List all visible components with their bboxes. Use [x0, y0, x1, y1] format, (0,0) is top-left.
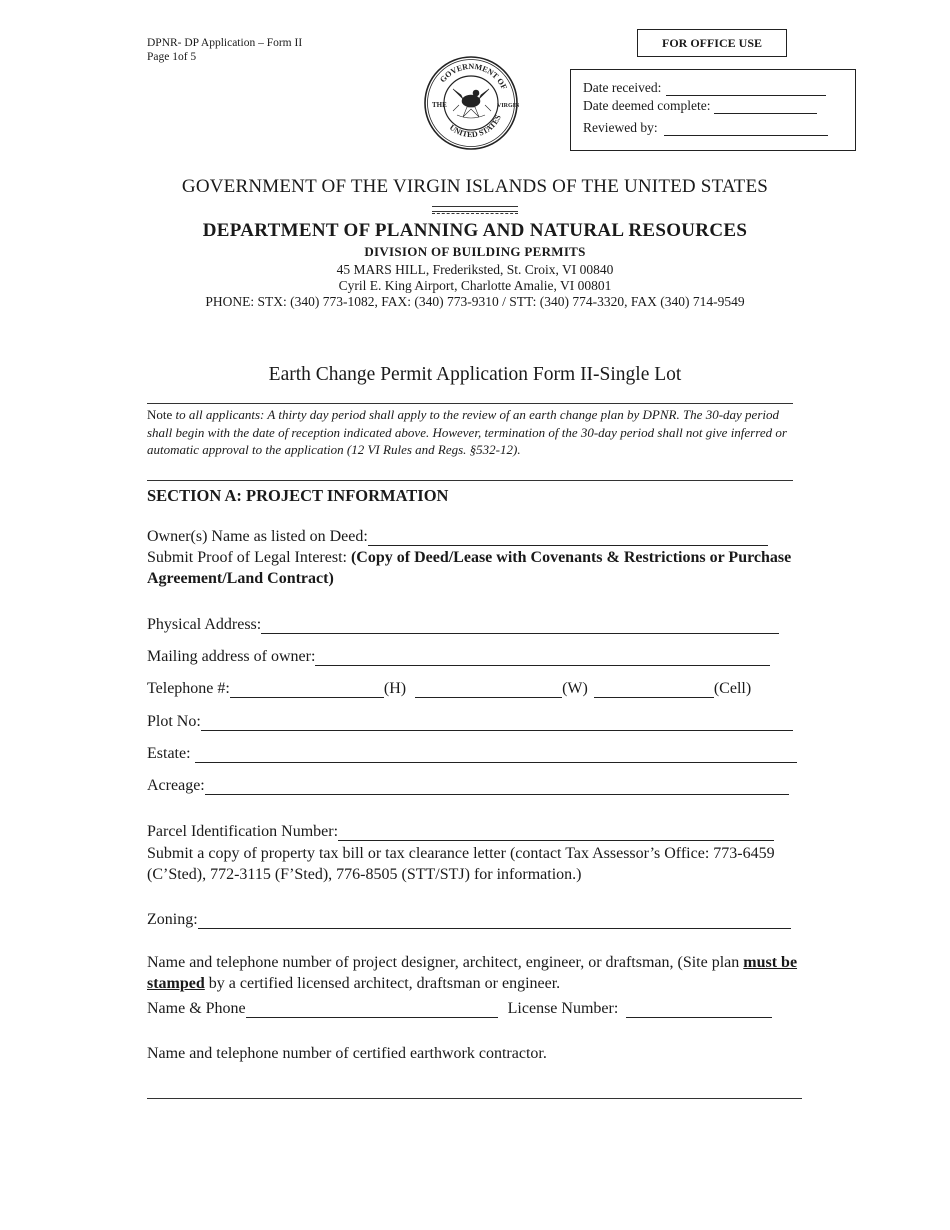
virgin-islands-seal-icon [423, 55, 519, 151]
date-complete-field[interactable] [714, 101, 817, 114]
designer-text-post: by a certified licensed architect, draftsman or engineer. [204, 975, 561, 992]
license-number-field[interactable] [626, 1002, 772, 1018]
acreage-field[interactable] [205, 779, 789, 795]
note-text: to all applicants: A thirty day period shall apply to the review of an earth change plan by DPNR. The 30-day period shall begin with the date of reception indicated above. However, termination of the 30-day period shall not give inferred or automatic approval to the application (12 VI Rules and Regs. §532-12). [147, 407, 787, 457]
acreage-label: Acreage: [147, 777, 205, 794]
telephone-work-label: (W) [562, 680, 588, 697]
estate-row [147, 745, 797, 763]
zoning-field[interactable] [198, 913, 791, 929]
owner-name-field[interactable] [368, 530, 768, 546]
owner-name-label: Owner(s) Name as listed on Deed: [147, 528, 368, 545]
mailing-address-row [147, 648, 770, 666]
page-number: Page 1of 5 [147, 51, 197, 63]
proof-label: Submit Proof of Legal Interest: [147, 549, 351, 566]
physical-address-row [147, 616, 779, 634]
acreage-row [147, 777, 789, 795]
tax-bill-note: Submit a copy of property tax bill or tax clearance letter (contact Tax Assessor’s Office: 773-6459 (C’Sted), 772-3115 (F’Sted), 776-8505 (STT/STJ) for information.) [147, 845, 775, 883]
date-received-row [583, 80, 826, 96]
telephone-work-field[interactable] [415, 682, 562, 698]
zoning-row [147, 911, 791, 929]
phone-line: PHONE: STX: (340) 773-1082, FAX: (340) 773-9310 / STT: (340) 774-3320, FAX (340) 714-9549 [205, 294, 745, 309]
designer-text-pre: Name and telephone number of project designer, architect, engineer, or draftsman, (Site plan [147, 954, 744, 971]
contractor-label: Name and telephone number of certified earthwork contractor. [147, 1045, 547, 1062]
note-top-rule [147, 403, 793, 404]
name-phone-field[interactable] [246, 1002, 498, 1018]
reviewed-by-field[interactable] [664, 123, 828, 136]
owner-name-row [147, 528, 768, 546]
divider-ornament [432, 206, 518, 212]
reviewed-by-row [583, 120, 828, 136]
parcel-id-label: Parcel Identification Number: [147, 823, 339, 840]
telephone-label: Telephone #: [147, 680, 230, 697]
address-line-1: 45 MARS HILL, Frederiksted, St. Croix, VI 00840 [336, 262, 614, 277]
plot-no-field[interactable] [201, 715, 793, 731]
mailing-address-field[interactable] [315, 650, 770, 666]
parcel-id-row [147, 823, 774, 841]
section-a-title: SECTION A: PROJECT INFORMATION [147, 486, 449, 505]
date-complete-row [583, 98, 817, 114]
date-received-field[interactable] [666, 83, 826, 96]
government-title: GOVERNMENT OF THE VIRGIN ISLANDS OF THE UNITED STATES [181, 176, 769, 197]
plot-no-label: Plot No: [147, 713, 201, 730]
estate-field[interactable] [195, 747, 797, 763]
physical-address-field[interactable] [261, 618, 779, 634]
telephone-cell-label: (Cell) [713, 680, 752, 697]
proof-requirements: (Copy of Deed/Lease with Covenants & Restrictions or Purchase Agreement/Land Contract) [147, 549, 792, 587]
seal-text-left: THE [432, 101, 447, 109]
designer-instructions [147, 952, 812, 994]
telephone-home-field[interactable] [230, 682, 384, 698]
date-received-label: Date received: [583, 80, 662, 95]
proof-of-interest [147, 547, 812, 589]
telephone-cell-field[interactable] [594, 682, 714, 698]
parcel-id-field[interactable] [338, 825, 774, 841]
seal-text-bottom: UNITED STATES [447, 113, 503, 140]
name-phone-label: Name & Phone [147, 1000, 246, 1017]
physical-address-label: Physical Address: [147, 616, 262, 633]
telephone-row [147, 680, 751, 698]
contractor-field[interactable] [147, 1098, 802, 1099]
department-title: DEPARTMENT OF PLANNING AND NATURAL RESOURCES [202, 220, 748, 241]
note-bottom-rule [147, 480, 793, 481]
reviewed-by-label: Reviewed by: [583, 120, 658, 135]
applicant-note [147, 406, 807, 459]
note-lead: Note [147, 407, 173, 422]
plot-no-row [147, 713, 793, 731]
zoning-label: Zoning: [147, 911, 198, 928]
division-title: DIVISION OF BUILDING PERMITS [364, 244, 586, 259]
telephone-home-label: (H) [383, 680, 407, 697]
form-id: DPNR- DP Application – Form II [147, 37, 303, 49]
address-line-2: Cyril E. King Airport, Charlotte Amalie, VI 00801 [338, 278, 612, 293]
date-complete-label: Date deemed complete: [583, 98, 711, 113]
seal-text-top: GOVERNMENT OF [438, 61, 509, 92]
license-number-label: License Number: [507, 1000, 619, 1017]
office-use-box [570, 69, 856, 151]
designer-row [147, 1000, 772, 1018]
office-use-title: FOR OFFICE USE [637, 29, 787, 57]
seal-text-right: VIRGIN [497, 103, 519, 109]
form-title: Earth Change Permit Application Form II-Single Lot [268, 364, 682, 385]
divider-ornament-2 [432, 213, 518, 214]
designer-text-bold: must be stamped [147, 954, 798, 992]
form-identifier [147, 36, 302, 64]
mailing-address-label: Mailing address of owner: [147, 648, 316, 665]
estate-label: Estate: [147, 745, 191, 762]
